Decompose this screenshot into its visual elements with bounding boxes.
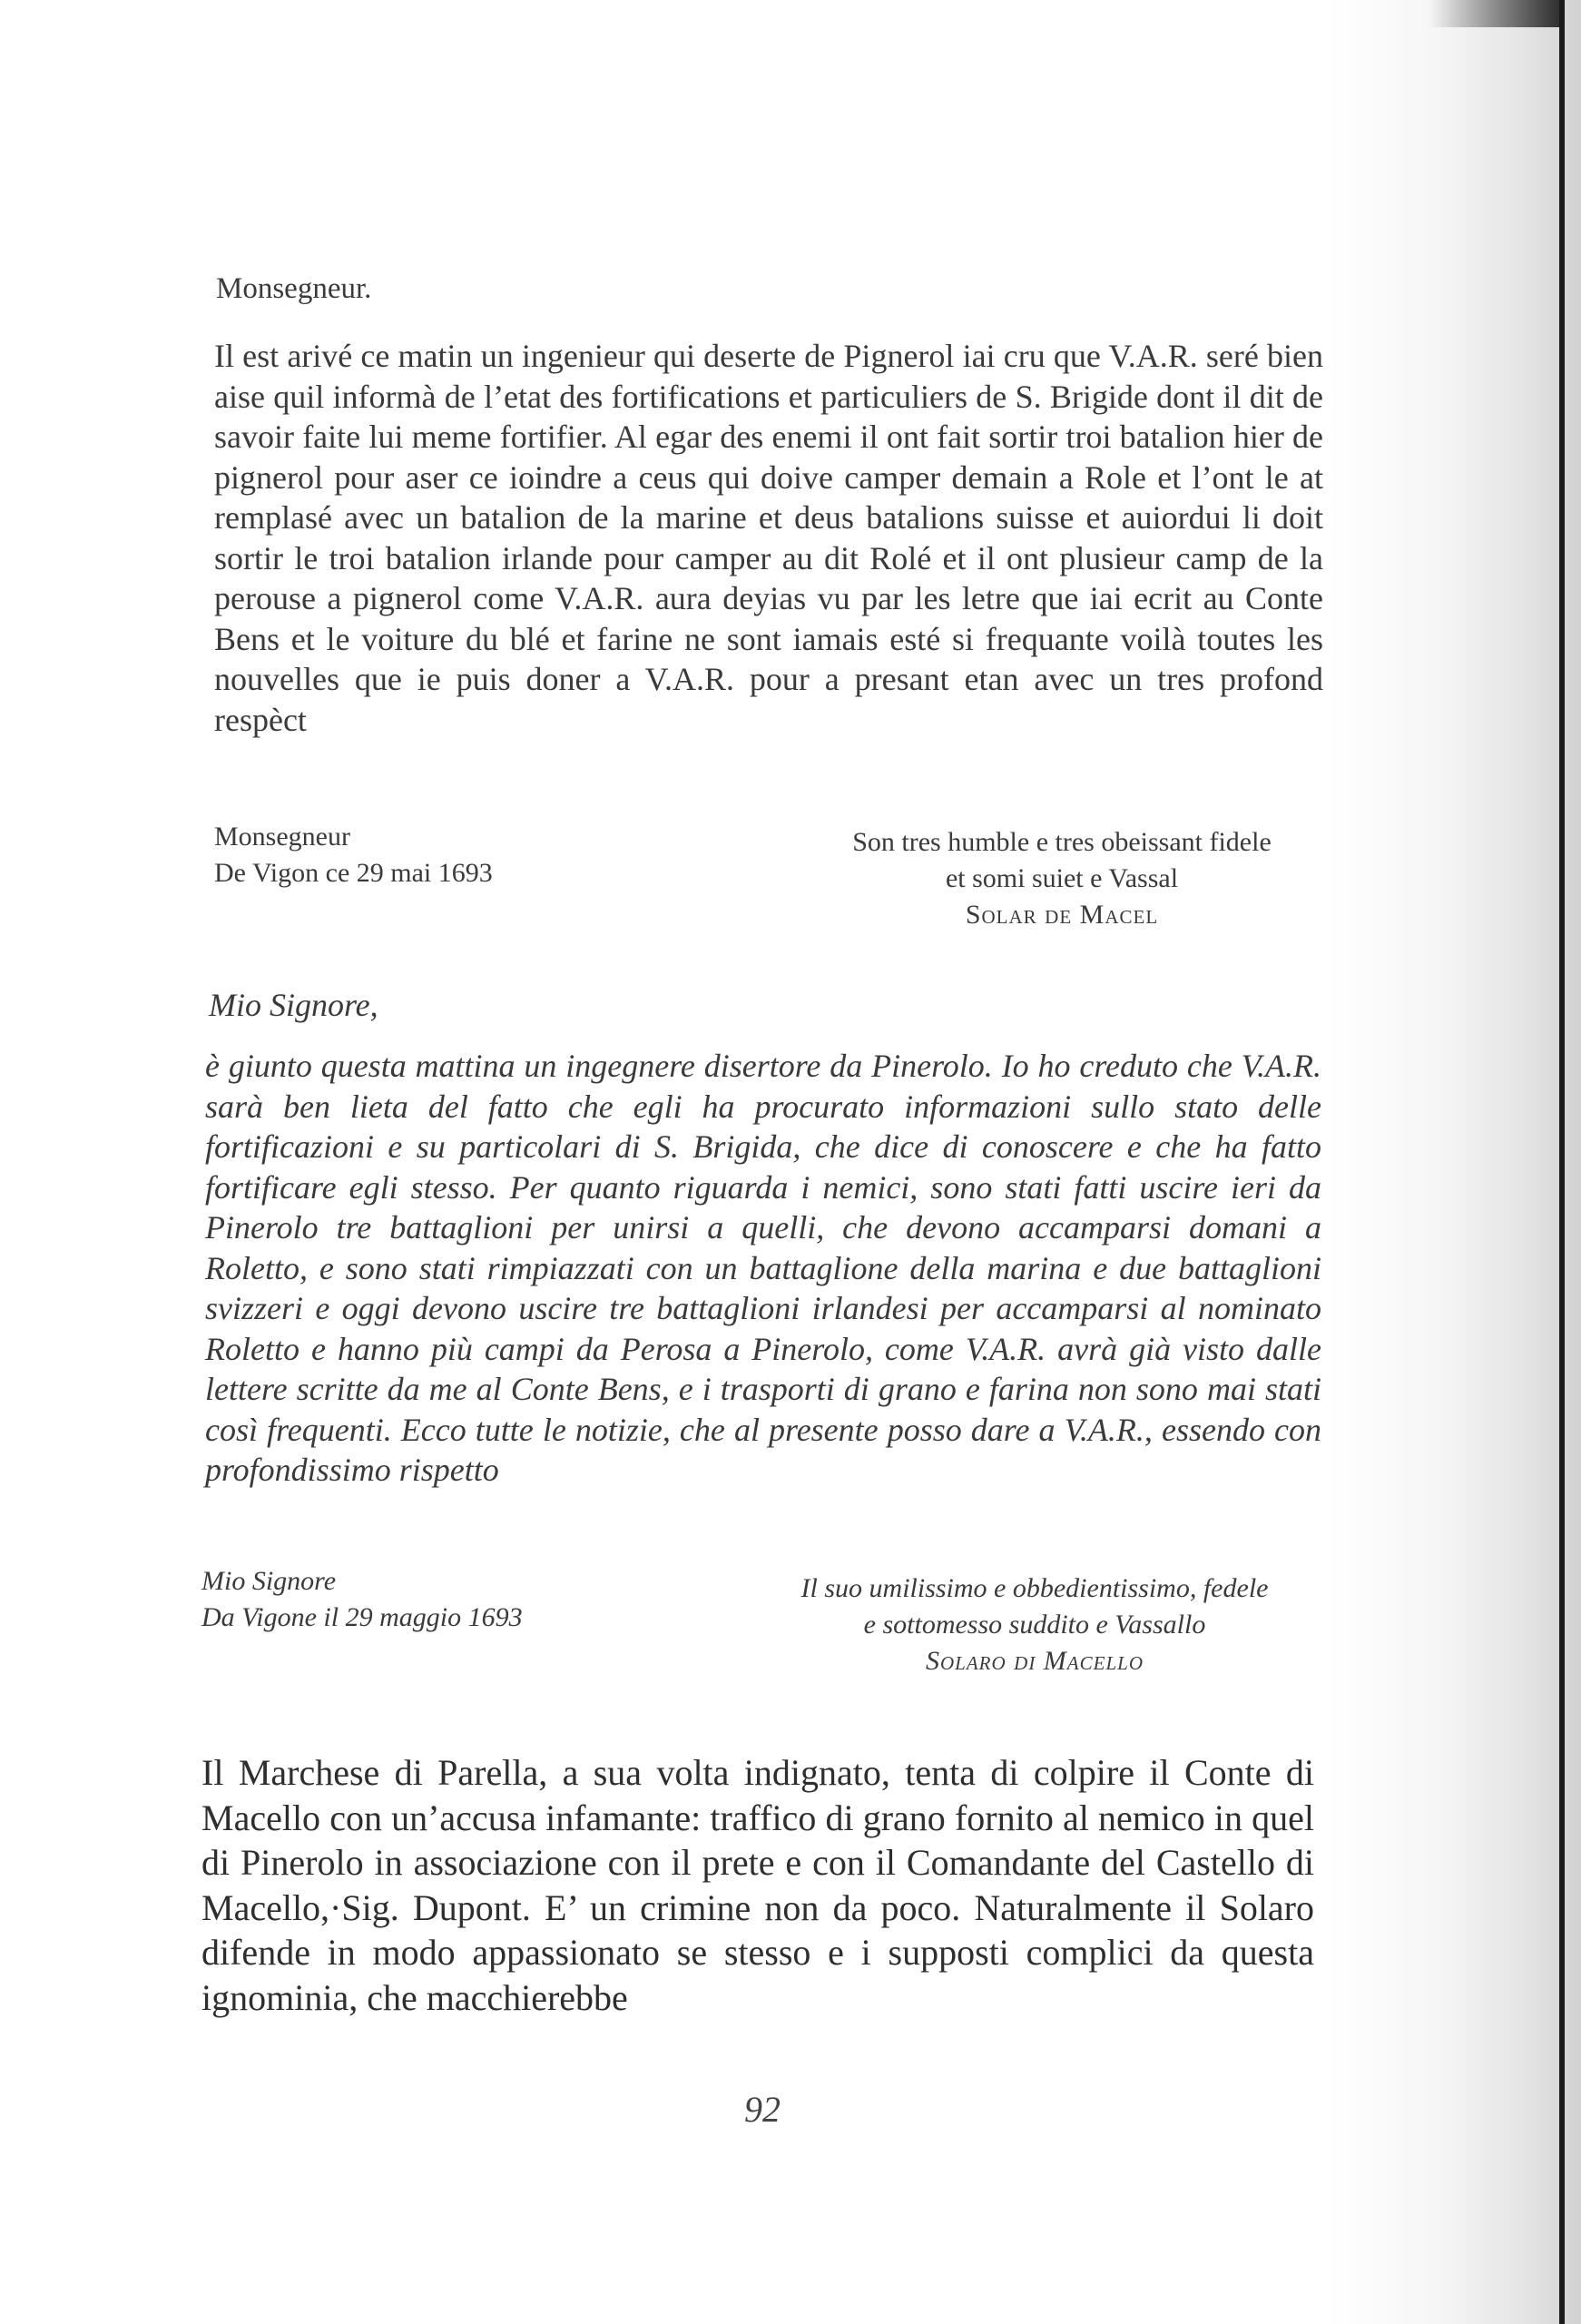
italian-closing-right [744, 1571, 1325, 1679]
french-salutation: Monsegneur. [216, 272, 372, 305]
french-closing-right [790, 824, 1334, 933]
french-closing-date: De Vigon ce 29 mai 1693 [214, 858, 493, 888]
italian-closing-line-1: Il suo umilissimo e obbedientissimo, fedele [800, 1573, 1269, 1603]
french-closing-line-1: Son tres humble e tres obeissant fidele [852, 827, 1272, 857]
italian-letter-body [205, 1046, 1321, 1491]
french-closing-left [214, 819, 493, 891]
narrative-text: Il Marchese di Parella, a sua volta indignato, tenta di colpire il Conte di Macello con un’accusa infamante: traffico di grano fornito al nemico in quel di Pinerolo in associazione con il prete e con il Comandante del Castello di Macello,·Sig. Dupont. E’ un crimine non da poco. Naturalmente il Solaro difende in modo appassionato se stesso e i supposti complici da questa ignominia, che macchierebbe [201, 1752, 1314, 2018]
french-letter-text: Il est arivé ce matin un ingenieur qui deserte de Pignerol iai cru que V.A.R. seré bien aise quil informà de l’etat des fortifications et particuliers de S. Brigide dont il dit de savoir faite lui meme fortifier. Al egar des enemi il ont fait sortir troi batalion hier de pignerol pour aser ce ioindre a ceus qui doive camper demain a Role et l’ont le at remplasé avec un batalion de la marine et deus batalions suisse et auiordui li doit sortir le troi batalion irlande pour camper au dit Rolé et il ont plusieur camp de la perouse a pignerol come V.A.R. aura deyias vu par les letre que iai ecrit au Conte Bens et le voiture du blé et farine ne sont iamais esté si frequante voilà toutes les nouvelles que ie puis doner a V.A.R. pour a presant etan avec un tres profond respèct [214, 338, 1323, 738]
page-edge-shadow [1429, 0, 1565, 27]
page-number: 92 [744, 2089, 781, 2130]
italian-signature: Solaro di Macello [925, 1646, 1144, 1676]
italian-salutation: Mio Signore, [209, 987, 378, 1023]
french-letter-body [214, 336, 1323, 740]
italian-closing-date: Da Vigone il 29 maggio 1693 [201, 1602, 523, 1632]
italian-closing-left [201, 1563, 523, 1636]
narrative-paragraph [201, 1750, 1314, 2020]
book-spine [1559, 0, 1565, 2324]
french-signature: Solar de Macel [965, 900, 1159, 930]
italian-closing-line-2: e sottomesso suddito e Vassallo [863, 1610, 1206, 1640]
italian-closing-address: Mio Signore [201, 1566, 337, 1596]
french-closing-address: Monsegneur [214, 822, 350, 852]
french-closing-line-2: et somi suiet e Vassal [945, 863, 1179, 893]
italian-letter-text: è giunto questa mattina un ingegnere disertore da Pinerolo. Io ho creduto che V.A.R. sarà ben lieta del fatto che egli ha procurato informazioni sullo stato delle fortificazioni e su particolari di S. Brigida, che dice di conoscere e che ha fatto fortificare egli stesso. Per quanto riguarda i nemici, sono stati fatti uscire ieri da Pinerolo tre battaglioni per unirsi a quelli, che devono accamparsi domani a Roletto, e sono stati rimpiazzati con un battaglione della marina e due battaglioni svizzeri e oggi devono uscire tre battaglioni irlandesi per accamparsi al nominato Roletto e hanno più campi da Perosa a Pinerolo, come V.A.R. avrà già visto dalle lettere scritte da me al Conte Bens, e i trasporti di grano e farina non sono mai stati così frequenti. Ecco tutte le notizie, che al presente posso dare a V.A.R., essendo con profondissimo rispetto [205, 1048, 1321, 1488]
